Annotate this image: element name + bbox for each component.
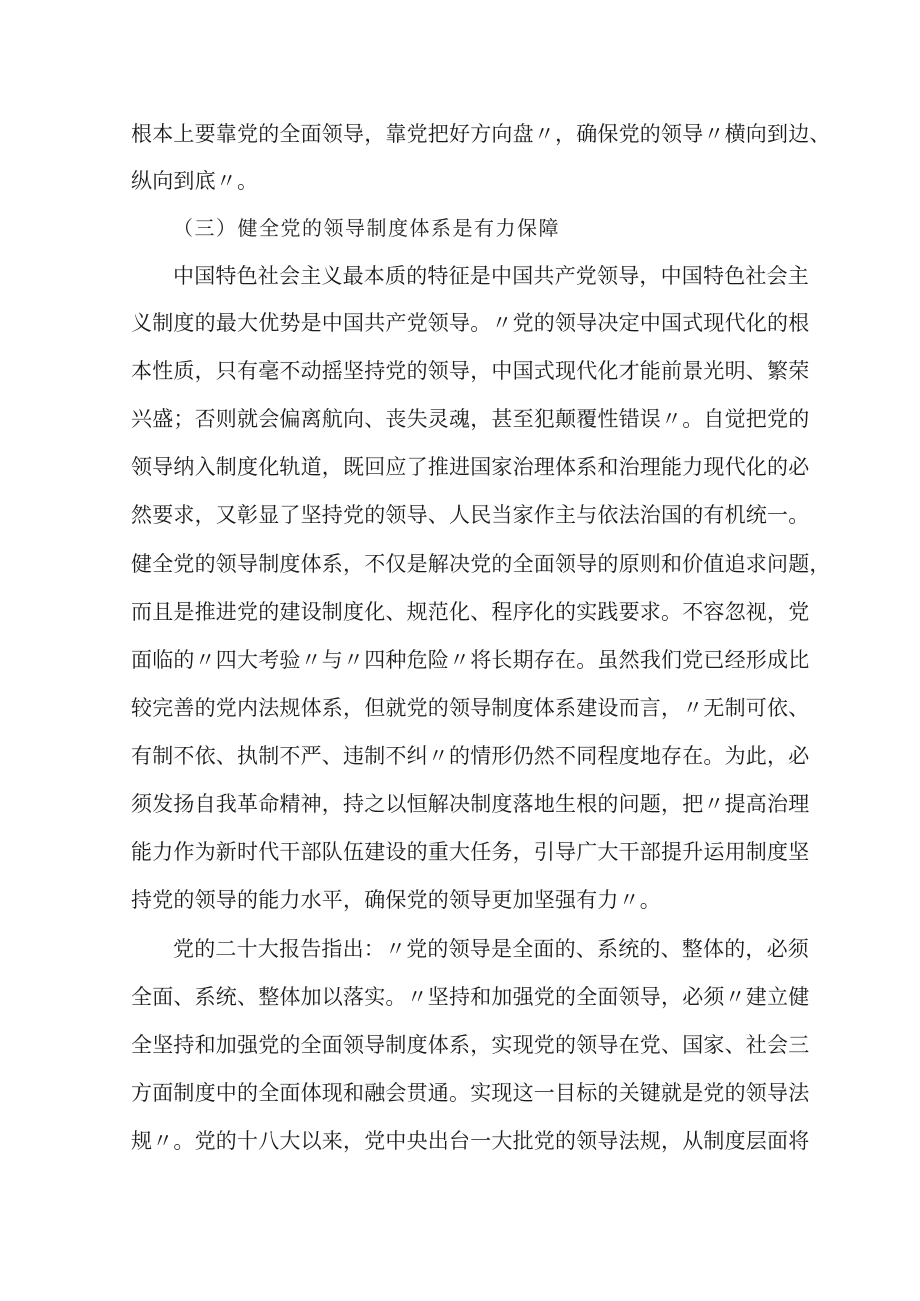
paragraph-line: 有制不依、执制不严、违制不纠〃的情形仍然不同程度地存在。为此，必 [131,744,810,768]
paragraph-line: 健全党的领导制度体系，不仅是解决党的全面领导的原则和价值追求问题， [131,552,831,576]
paragraph-line: 全面、系统、整体加以落实。〃坚持和加强党的全面领导，必须〃建立健 [131,985,810,1009]
paragraph-line: 持党的领导的能力水平，确保党的领导更加坚强有力〃。 [131,888,661,912]
paragraph-line: 纵向到底〃。 [131,169,259,193]
paragraph-line: 较完善的党内法规体系，但就党的领导制度体系建设而言，〃无制可依、 [131,696,810,720]
paragraph-line: 能力作为新时代干部队伍建设的重大任务，引导广大干部提升运用制度坚 [131,840,810,864]
paragraph-line: 本性质，只有毫不动摇坚持党的领导，中国式现代化才能前景光明、繁荣 [131,359,810,383]
paragraph-line: 而且是推进党的建设制度化、规范化、程序化的实践要求。不容忽视，党 [131,600,810,624]
paragraph-line: 领导纳入制度化轨道，既回应了推进国家治理体系和治理能力现代化的必 [131,455,810,479]
section-heading: （三）健全党的领导制度体系是有力保障 [173,216,560,240]
paragraph-line: 兴盛；否则就会偏离航向、丧失灵魂，甚至犯颠覆性错误〃。自觉把党的 [131,407,810,431]
paragraph-line: 须发扬自我革命精神，持之以恒解决制度落地生根的问题，把〃提高治理 [131,792,810,816]
paragraph-line: 规〃。党的十八大以来，党中央出台一大批党的领导法规，从制度层面将 [131,1129,810,1153]
paragraph-line: 中国特色社会主义最本质的特征是中国共产党领导，中国特色社会主 [173,264,809,288]
paragraph-line: 方面制度中的全面体现和融会贯通。实现这一目标的关键就是党的领导法 [131,1081,810,1105]
paragraph-line: 然要求，又彰显了坚持党的领导、人民当家作主与依法治国的有机统一。 [131,503,810,527]
paragraph-line: 义制度的最大优势是中国共产党领导。〃党的领导决定中国式现代化的根 [131,311,810,335]
paragraph-line: 党的二十大报告指出：〃党的领导是全面的、系统的、整体的，必须 [173,937,809,961]
paragraph-line: 全坚持和加强党的全面领导制度体系，实现党的领导在党、国家、社会三 [131,1033,810,1057]
paragraph-line: 面临的〃四大考验〃与〃四种危险〃将长期存在。虽然我们党已经形成比 [131,648,810,672]
paragraph-line: 根本上要靠党的全面领导，靠党把好方向盘〃，确保党的领导〃横向到边、 [131,122,831,146]
